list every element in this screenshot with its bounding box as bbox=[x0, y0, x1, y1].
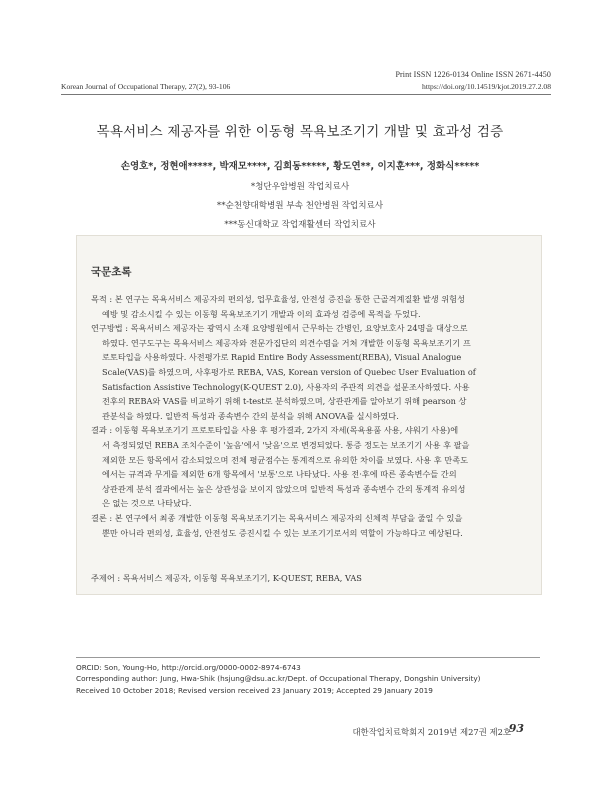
author-list: 손영호*, 정현애*****, 박재모****, 김희동*****, 황도연**, 이지훈***, 정화식***** bbox=[120, 161, 480, 172]
abstract-body bbox=[91, 292, 526, 540]
footnote-orcid: ORCID: Son, Young-Ho, http://orcid.org/0000-0002-8974-6743 bbox=[76, 663, 301, 672]
footnote-divider bbox=[76, 657, 540, 658]
abstract-line: 하였다. 연구도구는 목욕서비스 제공자와 전문가집단의 의견수렴을 거쳐 개발한 이동형 목욕보조기기 프 bbox=[102, 337, 471, 348]
abstract-line: 제외한 모든 항목에서 감소되었으며 전체 평균점수는 통계적으로 유의한 차이를 보였다. 사용 후 만족도 bbox=[102, 454, 469, 465]
abstract-line: 결과 : 이동형 목욕보조기기 프로토타입을 사용 후 평가결과, 2가지 자세(목욕용품 사용, 샤워기 사용)에 bbox=[91, 425, 459, 436]
keywords: 주제어 : 목욕서비스 제공자, 이동형 목욕보조기기, K-QUEST, REBA, VAS bbox=[91, 573, 362, 583]
footnote-corresponding: Corresponding author: Jung, Hwa-Shik (hsjung@dsu.ac.kr/Dept. of Occupational Therapy, Dongshin University) bbox=[76, 674, 481, 684]
abstract-line: 관분석을 하였다. 일반적 특성과 종속변수 간의 분석을 위해 ANOVA를 실시하였다. bbox=[102, 410, 399, 421]
footer-journal: 대한작업치료학회지 2019년 제27권 제2호 bbox=[352, 727, 511, 737]
abstract-line: 은 없는 것으로 나타났다. bbox=[102, 498, 192, 509]
abstract-line: 에서는 규격과 무게를 제외한 6개 항목에서 '보통'으로 나타났다. 사용 전·후에 따른 종속변수들 간의 bbox=[102, 469, 457, 480]
footnotes bbox=[76, 662, 546, 696]
affiliation-item: *청단우암병원 작업치료사 bbox=[250, 182, 350, 192]
journal-citation: Korean Journal of Occupational Therapy, 27(2), 93-106 bbox=[61, 82, 231, 91]
abstract-line: 목적 : 본 연구는 목욕서비스 제공자의 편의성, 업무효율성, 안전성 증진을 통한 근골격계질환 발생 위험성 bbox=[91, 294, 465, 304]
page-number: 93 bbox=[508, 722, 524, 735]
abstract-line: 로토타입을 사용하였다. 사전평가로 Rapid Entire Body Assessment(REBA), Visual Analogue bbox=[102, 352, 462, 363]
abstract-line: 전후의 REBA와 VAS를 비교하기 위해 t-test로 분석하였으며, 상관관계를 알아보기 위해 pearson 상 bbox=[102, 396, 467, 407]
abstract-line: 예방 및 감소시킬 수 있는 이동형 목욕보조기기 개발과 이의 효과성 검증에 목적을 두었다. bbox=[102, 308, 421, 319]
issn-line: Print ISSN 1226-0134 Online ISSN 2671-4450 bbox=[395, 70, 551, 79]
paper-title: 목욕서비스 제공자를 위한 이동형 목욕보조기기 개발 및 효과성 검증 bbox=[96, 124, 504, 140]
abstract-line: Scale(VAS)를 하였으며, 사후평가로 REBA, VAS, Korean version of Quebec User Evaluation of bbox=[102, 366, 476, 377]
header-divider bbox=[61, 94, 551, 95]
affiliation-item: **순천향대학병원 부속 천안병원 작업치료사 bbox=[216, 201, 384, 211]
abstract-heading: 국문초록 bbox=[91, 266, 132, 278]
abstract-line: Satisfaction Assistive Technology(K-QUEST 2.0), 사용자의 주관적 의견을 설문조사하였다. 사용 bbox=[102, 381, 470, 392]
footnote-received: Received 10 October 2018; Revised version received 23 January 2019; Accepted 29 January 2019 bbox=[76, 685, 433, 695]
doi-link[interactable]: https://doi.org/10.14519/kjot.2019.27.2.08 bbox=[422, 82, 551, 91]
abstract-line: 상관관계 분석 결과에서는 높은 상관성을 보이지 않았으며 일반적 특성과 종속변수 간의 통계적 유의성 bbox=[102, 483, 466, 494]
abstract-line: 뿐만 아니라 편의성, 효율성, 안전성도 증진시킬 수 있는 보조기기로서의 역할이 가능하다고 예상된다. bbox=[102, 527, 463, 538]
abstract-line: 서 측정되었던 REBA 조치수준이 '높음'에서 '낮음'으로 변경되었다. 통증 정도는 보조기기 사용 후 팔을 bbox=[102, 439, 470, 450]
abstract-line: 연구방법 : 목욕서비스 제공자는 광역시 소재 요양병원에서 근무하는 간병인, 요양보호사 24명을 대상으로 bbox=[91, 323, 468, 334]
abstract-line: 결론 : 본 연구에서 최종 개발한 이동형 목욕보조기기는 목욕서비스 제공자의 신체적 부담을 줄일 수 있을 bbox=[91, 512, 463, 523]
affiliation-item: ***동신대학교 작업재활센터 작업치료사 bbox=[224, 220, 376, 230]
